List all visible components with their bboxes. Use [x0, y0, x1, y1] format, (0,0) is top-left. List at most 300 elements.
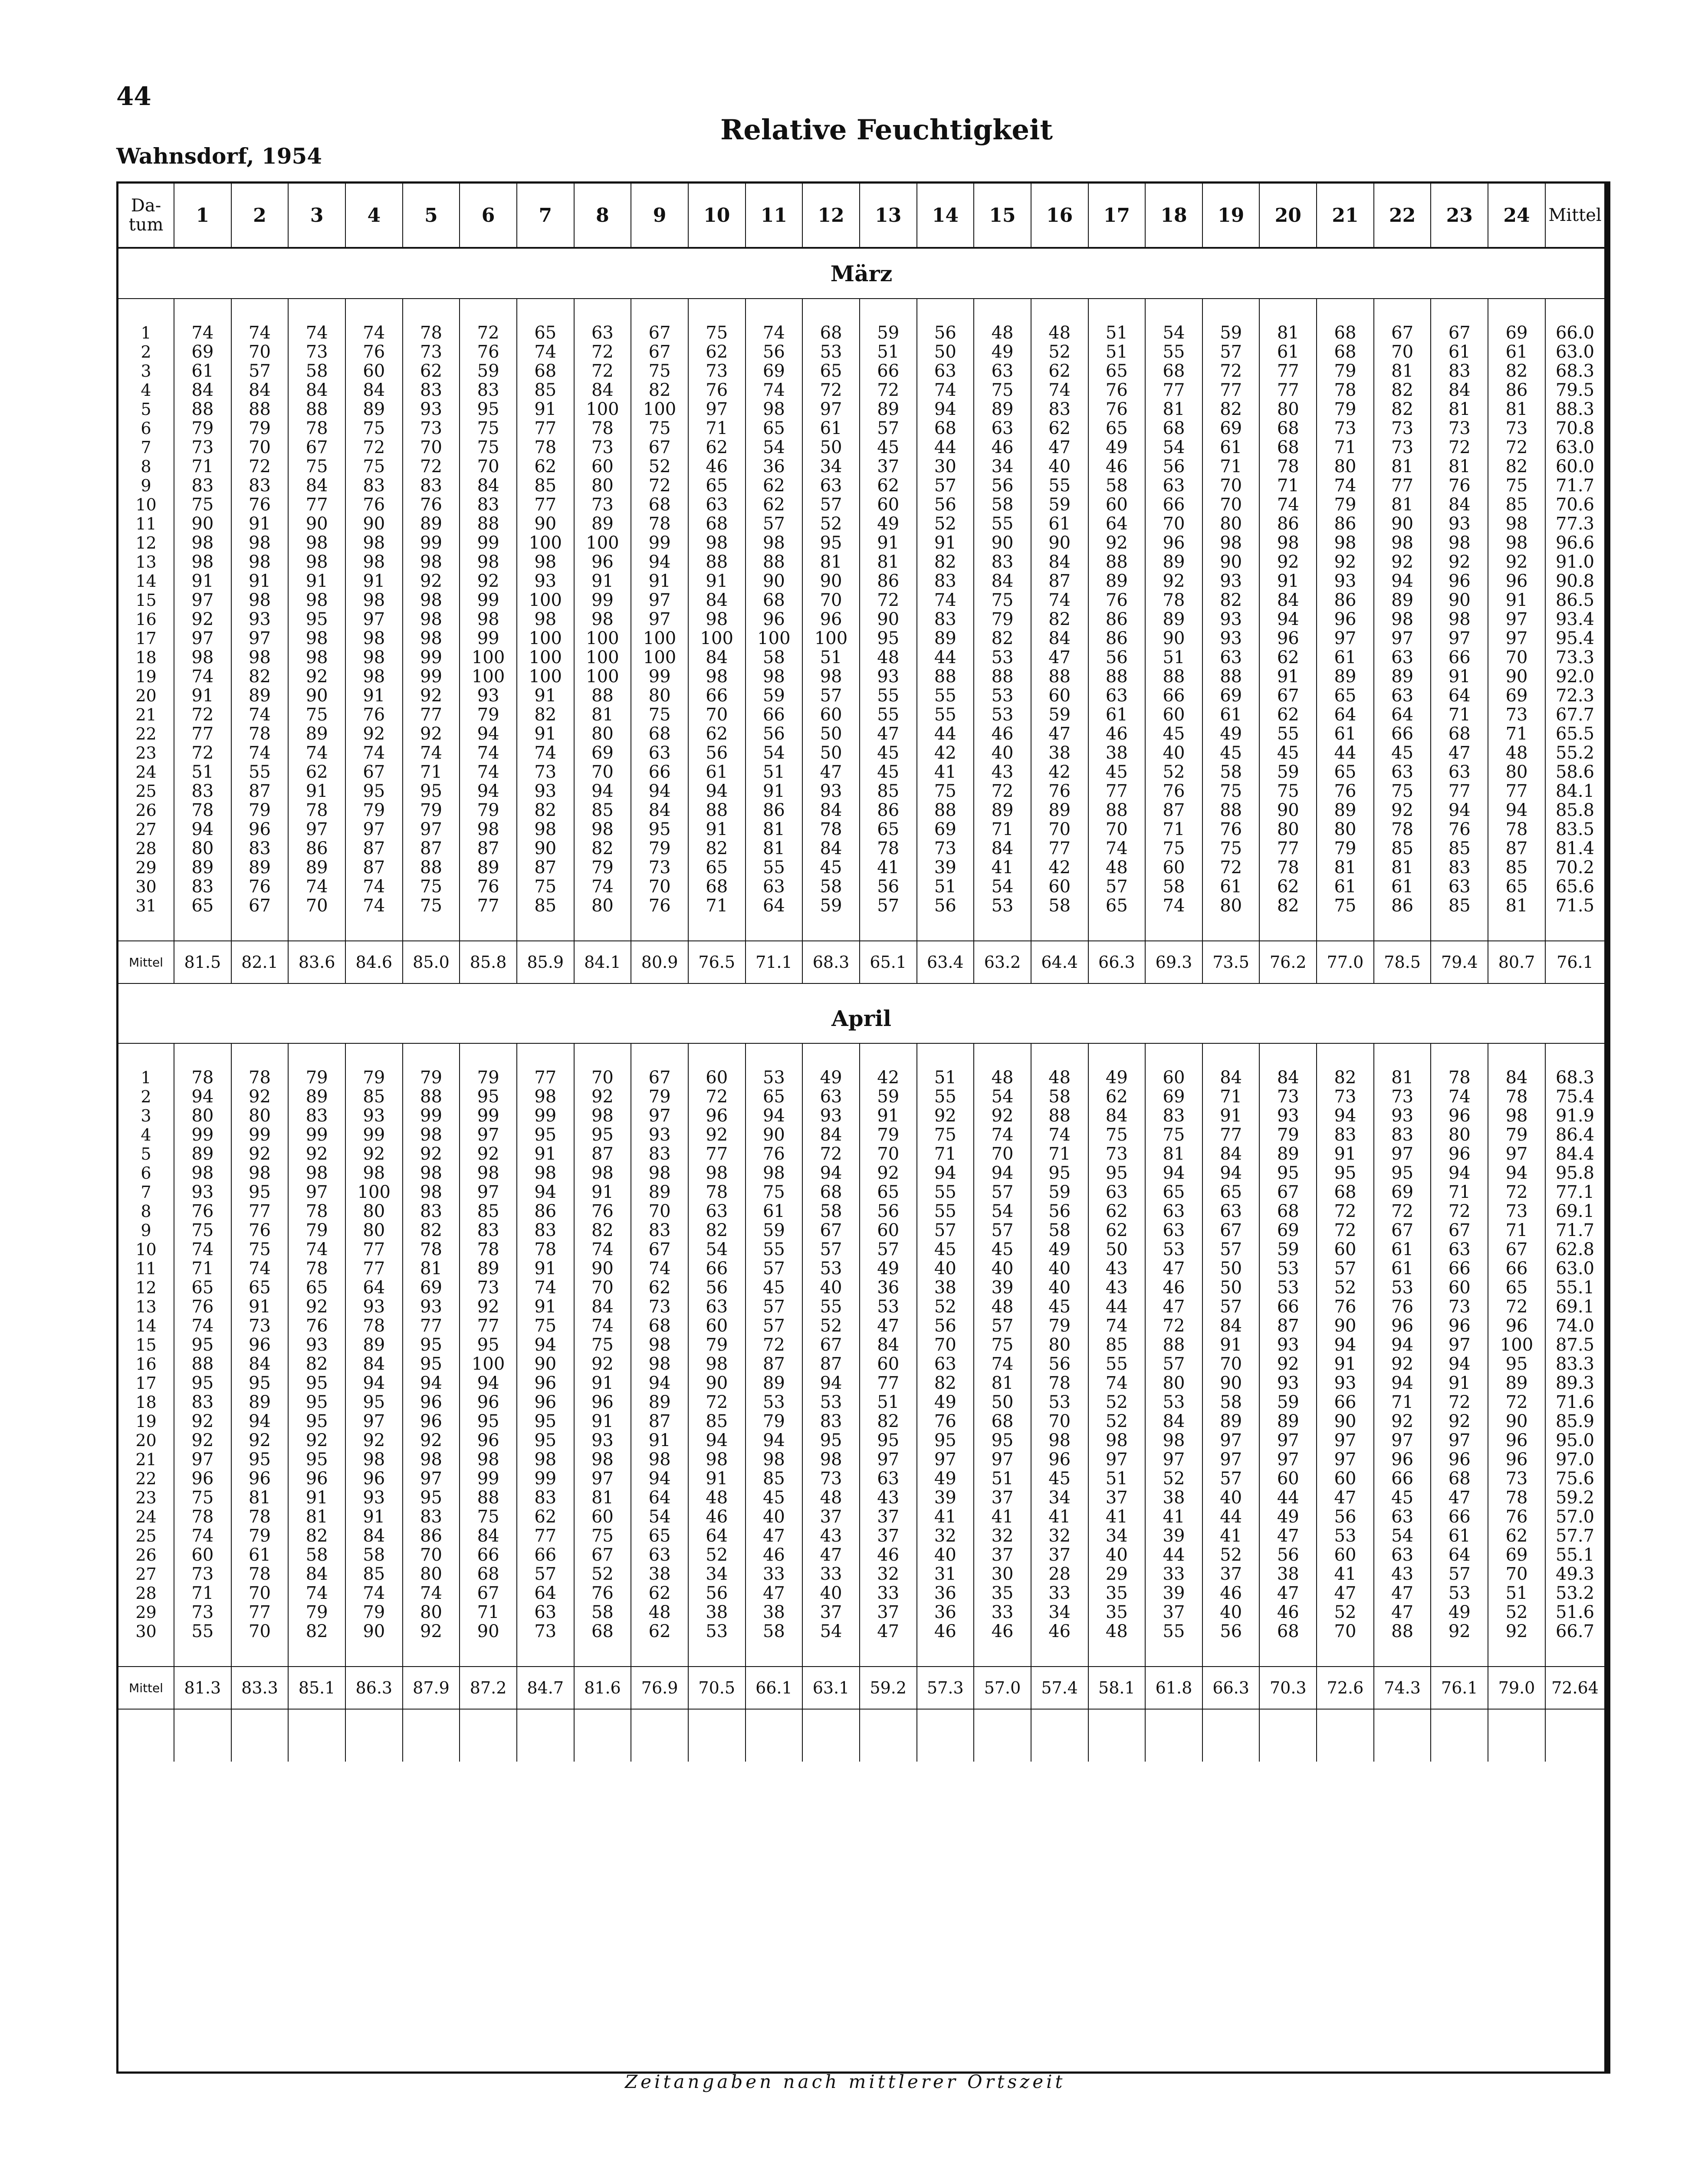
value-cell: 80 [174, 1106, 231, 1125]
value-cell: 98 [345, 552, 403, 572]
value-cell: 98 [574, 1450, 631, 1469]
value-cell: 63 [1374, 1545, 1431, 1565]
value-cell: 49 [917, 1393, 974, 1412]
hour-header: 4 [345, 184, 403, 248]
value-cell: 95 [517, 1431, 574, 1450]
spacer-cell [174, 1641, 231, 1667]
value-cell: 63 [1202, 648, 1260, 667]
table-row [118, 667, 1604, 686]
value-cell: 49 [860, 1259, 917, 1278]
value-cell: 78 [1431, 1068, 1488, 1087]
value-cell: 85 [1088, 1335, 1146, 1355]
bottom-cell [1088, 1709, 1146, 1762]
value-cell: 32 [1031, 1526, 1088, 1545]
value-cell: 82 [288, 1622, 345, 1641]
value-cell: 72 [802, 381, 860, 400]
value-cell: 83 [1374, 1125, 1431, 1144]
value-cell: 99 [517, 1469, 574, 1488]
hour-header: 15 [974, 184, 1031, 248]
value-cell: 71 [917, 1144, 974, 1164]
value-cell: 77 [688, 1144, 746, 1164]
daily-mean-cell: 58.6 [1545, 763, 1604, 782]
hourly-mean-cell: 85.8 [460, 941, 517, 983]
value-cell: 84 [345, 1526, 403, 1545]
value-cell: 73 [174, 1603, 231, 1622]
value-cell: 50 [917, 342, 974, 362]
value-cell: 41 [1317, 1565, 1374, 1584]
value-cell: 60 [1145, 705, 1202, 724]
value-cell: 47 [1317, 1488, 1374, 1507]
value-cell: 75 [1374, 782, 1431, 801]
value-cell: 83 [1431, 858, 1488, 877]
value-cell: 94 [688, 1431, 746, 1450]
value-cell: 67 [1488, 1240, 1545, 1259]
value-cell: 37 [860, 457, 917, 476]
value-cell: 95 [174, 1335, 231, 1355]
value-cell: 48 [1488, 743, 1545, 763]
value-cell: 61 [1431, 1526, 1488, 1545]
value-cell: 97 [403, 820, 460, 839]
hourly-mean-cell: 70.3 [1259, 1667, 1317, 1709]
hourly-mean-cell: 84.6 [345, 941, 403, 983]
value-cell: 67 [802, 1335, 860, 1355]
daily-mean-cell: 57.7 [1545, 1526, 1604, 1545]
value-cell: 88 [974, 667, 1031, 686]
value-cell: 60 [174, 1545, 231, 1565]
value-cell: 92 [1488, 552, 1545, 572]
value-cell: 47 [802, 1545, 860, 1565]
value-cell: 98 [1259, 533, 1317, 552]
value-cell: 47 [1259, 1526, 1317, 1545]
bottom-cell [174, 1709, 231, 1762]
daily-mean-cell: 86.5 [1545, 591, 1604, 610]
daily-mean-cell: 79.5 [1545, 381, 1604, 400]
value-cell: 78 [288, 1202, 345, 1221]
value-cell: 71 [1317, 438, 1374, 457]
value-cell: 94 [345, 1374, 403, 1393]
value-cell: 47 [746, 1584, 803, 1603]
value-cell: 72 [403, 457, 460, 476]
value-cell: 70 [631, 877, 688, 896]
day-cell: 15 [135, 1335, 157, 1355]
value-cell: 86 [860, 572, 917, 591]
value-cell: 84 [802, 1125, 860, 1144]
value-cell: 89 [1317, 667, 1374, 686]
value-cell: 57 [1202, 1240, 1260, 1259]
daily-mean-cell: 68.3 [1545, 362, 1604, 381]
table-row [118, 1125, 1604, 1144]
value-cell: 98 [231, 1164, 289, 1183]
value-cell: 41 [917, 763, 974, 782]
value-cell: 62 [1031, 362, 1088, 381]
value-cell: 85 [688, 1412, 746, 1431]
value-cell: 80 [345, 1202, 403, 1221]
value-cell: 94 [574, 782, 631, 801]
value-cell: 84 [288, 381, 345, 400]
value-cell: 96 [1488, 572, 1545, 591]
day-cell: 7 [141, 1183, 151, 1202]
value-cell: 74 [231, 705, 289, 724]
value-cell: 92 [460, 1297, 517, 1316]
value-cell: 82 [917, 1374, 974, 1393]
daily-mean-cell: 69.1 [1545, 1202, 1604, 1221]
value-cell: 91 [1259, 667, 1317, 686]
value-cell: 64 [1431, 686, 1488, 705]
value-cell: 71 [688, 896, 746, 915]
gap-cell [403, 1043, 460, 1068]
value-cell: 55 [974, 514, 1031, 533]
value-cell: 75 [631, 362, 688, 381]
value-cell: 83 [1145, 1106, 1202, 1125]
day-cell: 17 [135, 1374, 157, 1393]
value-cell: 98 [345, 667, 403, 686]
gap-cell [1317, 1043, 1374, 1068]
value-cell: 74 [345, 877, 403, 896]
value-cell: 56 [1259, 1545, 1317, 1565]
value-cell: 74 [1088, 1316, 1146, 1335]
value-cell: 43 [860, 1488, 917, 1507]
daily-mean-cell: 55.2 [1545, 743, 1604, 763]
hour-header: 12 [802, 184, 860, 248]
day-cell: 20 [135, 1431, 157, 1450]
value-cell: 91 [517, 724, 574, 743]
value-cell: 53 [802, 342, 860, 362]
value-cell: 92 [174, 610, 231, 629]
value-cell: 53 [802, 1393, 860, 1412]
value-cell: 71 [688, 419, 746, 438]
value-cell: 81 [288, 1507, 345, 1526]
hourly-mean-cell: 76.2 [1259, 941, 1317, 983]
value-cell: 73 [460, 1278, 517, 1297]
value-cell: 33 [802, 1565, 860, 1584]
daily-mean-cell: 63.0 [1545, 1259, 1604, 1278]
bottom-cell [1374, 1709, 1431, 1762]
value-cell: 46 [974, 724, 1031, 743]
daily-mean-cell: 70.2 [1545, 858, 1604, 877]
value-cell: 48 [1031, 1068, 1088, 1087]
daily-mean-cell: 55.1 [1545, 1278, 1604, 1297]
table-row [118, 533, 1604, 552]
value-cell: 58 [288, 362, 345, 381]
value-cell: 75 [174, 495, 231, 514]
value-cell: 59 [1259, 1240, 1317, 1259]
spacer-cell [631, 915, 688, 941]
value-cell: 65 [174, 1278, 231, 1297]
value-cell: 70 [917, 1335, 974, 1355]
value-cell: 41 [974, 1507, 1031, 1526]
value-cell: 98 [403, 1450, 460, 1469]
value-cell: 93 [1202, 629, 1260, 648]
value-cell: 73 [1088, 1144, 1146, 1164]
value-cell: 83 [1431, 362, 1488, 381]
value-cell: 80 [574, 476, 631, 495]
bottom-cell [460, 1709, 517, 1762]
value-cell: 90 [288, 514, 345, 533]
spacer-cell [345, 1641, 403, 1667]
value-cell: 82 [574, 839, 631, 858]
value-cell: 98 [1431, 533, 1488, 552]
value-cell: 92 [345, 724, 403, 743]
daily-mean-cell: 73.3 [1545, 648, 1604, 667]
value-cell: 57 [746, 514, 803, 533]
table-row [118, 1297, 1604, 1316]
value-cell: 65 [174, 896, 231, 915]
bottom-cell [345, 1709, 403, 1762]
value-cell: 82 [1259, 896, 1317, 915]
value-cell: 83 [231, 839, 289, 858]
value-cell: 56 [688, 743, 746, 763]
value-cell: 62 [746, 476, 803, 495]
spacer-cell [1031, 1641, 1088, 1667]
value-cell: 55 [917, 1087, 974, 1106]
value-cell: 68 [1145, 419, 1202, 438]
daily-mean-cell: 92.0 [1545, 667, 1604, 686]
value-cell: 48 [860, 648, 917, 667]
daily-mean-cell: 83.5 [1545, 820, 1604, 839]
value-cell: 98 [288, 629, 345, 648]
value-cell: 57 [231, 362, 289, 381]
value-cell: 88 [460, 1488, 517, 1507]
value-cell: 39 [1145, 1526, 1202, 1545]
value-cell: 92 [403, 1431, 460, 1450]
hourly-mean-cell: 66.1 [746, 1667, 803, 1709]
value-cell: 64 [688, 1526, 746, 1545]
value-cell: 95 [345, 782, 403, 801]
table-row [118, 1450, 1604, 1469]
value-cell: 55 [802, 1297, 860, 1316]
value-cell: 91 [688, 1469, 746, 1488]
value-cell: 59 [1031, 1183, 1088, 1202]
value-cell: 88 [746, 552, 803, 572]
value-cell: 83 [174, 877, 231, 896]
value-cell: 97 [1374, 1431, 1431, 1450]
value-cell: 80 [1259, 820, 1317, 839]
value-cell: 45 [974, 1240, 1031, 1259]
table-row [118, 1469, 1604, 1488]
value-cell: 60 [574, 457, 631, 476]
value-cell: 64 [746, 896, 803, 915]
value-cell: 81 [802, 552, 860, 572]
value-cell: 97 [802, 400, 860, 419]
value-cell: 70 [802, 591, 860, 610]
value-cell: 86 [517, 1202, 574, 1221]
value-cell: 53 [1374, 1278, 1431, 1297]
value-cell: 100 [574, 667, 631, 686]
value-cell: 74 [574, 1316, 631, 1335]
value-cell: 81 [974, 1374, 1031, 1393]
gap-cell [1259, 1043, 1317, 1068]
value-cell: 76 [1031, 782, 1088, 801]
value-cell: 81 [1259, 323, 1317, 342]
value-cell: 57 [974, 1183, 1031, 1202]
value-cell: 94 [1488, 801, 1545, 820]
value-cell: 91 [517, 400, 574, 419]
value-cell: 43 [1374, 1565, 1431, 1584]
value-cell: 67 [802, 1221, 860, 1240]
gap-cell [1431, 299, 1488, 323]
table-row [118, 839, 1604, 858]
value-cell: 63 [917, 1355, 974, 1374]
value-cell: 95 [288, 1450, 345, 1469]
bottom-cell [917, 1709, 974, 1762]
value-cell: 73 [631, 858, 688, 877]
humidity-table [118, 184, 1604, 1762]
value-cell: 92 [403, 1622, 460, 1641]
value-cell: 91 [517, 1259, 574, 1278]
day-cell: 9 [141, 1221, 151, 1240]
daily-mean-cell: 62.8 [1545, 1240, 1604, 1259]
value-cell: 52 [917, 1297, 974, 1316]
table-row [118, 1393, 1604, 1412]
value-cell: 89 [1145, 552, 1202, 572]
value-cell: 92 [403, 686, 460, 705]
value-cell: 97 [631, 1106, 688, 1125]
hour-header: 3 [288, 184, 345, 248]
mittel-header: Mittel [1545, 184, 1604, 248]
value-cell: 100 [688, 629, 746, 648]
value-cell: 93 [231, 610, 289, 629]
value-cell: 89 [1088, 572, 1146, 591]
gap-cell [802, 1043, 860, 1068]
value-cell: 88 [460, 514, 517, 533]
value-cell: 81 [574, 705, 631, 724]
daily-mean-cell: 70.6 [1545, 495, 1604, 514]
value-cell: 39 [974, 1278, 1031, 1297]
value-cell: 92 [1145, 572, 1202, 591]
value-cell: 55 [860, 705, 917, 724]
value-cell: 92 [1488, 1622, 1545, 1641]
value-cell: 98 [1488, 1106, 1545, 1125]
value-cell: 92 [345, 1431, 403, 1450]
value-cell: 98 [688, 1164, 746, 1183]
value-cell: 73 [688, 362, 746, 381]
gap-cell [974, 299, 1031, 323]
gap-cell [174, 1043, 231, 1068]
value-cell: 47 [1145, 1297, 1202, 1316]
value-cell: 56 [917, 1316, 974, 1335]
value-cell: 89 [174, 858, 231, 877]
value-cell: 90 [1431, 591, 1488, 610]
value-cell: 39 [917, 858, 974, 877]
bottom-cell [860, 1709, 917, 1762]
value-cell: 97 [860, 1450, 917, 1469]
value-cell: 90 [746, 1125, 803, 1144]
hour-header: 1 [174, 184, 231, 248]
hourly-mean-cell: 63.2 [974, 941, 1031, 983]
value-cell: 97 [631, 591, 688, 610]
hourly-mean-cell: 65.1 [860, 941, 917, 983]
value-cell: 70 [574, 1068, 631, 1087]
value-cell: 93 [1202, 610, 1260, 629]
value-cell: 45 [860, 763, 917, 782]
value-cell: 83 [460, 495, 517, 514]
value-cell: 88 [1088, 552, 1146, 572]
value-cell: 60 [860, 1221, 917, 1240]
value-cell: 66 [1431, 1259, 1488, 1278]
value-cell: 58 [746, 648, 803, 667]
value-cell: 64 [1317, 705, 1374, 724]
value-cell: 87 [802, 1355, 860, 1374]
value-cell: 83 [631, 1144, 688, 1164]
value-cell: 98 [1031, 1431, 1088, 1450]
value-cell: 77 [345, 1259, 403, 1278]
value-cell: 51 [1088, 1469, 1146, 1488]
value-cell: 73 [517, 763, 574, 782]
value-cell: 68 [802, 1183, 860, 1202]
month-title-row [118, 993, 1604, 1043]
page-number: 44 [116, 82, 151, 111]
value-cell: 83 [174, 782, 231, 801]
value-cell: 84 [1431, 381, 1488, 400]
hourly-mean-cell: 73.5 [1202, 941, 1260, 983]
value-cell: 94 [688, 782, 746, 801]
day-cell: 25 [135, 1526, 157, 1545]
gap-cell [917, 299, 974, 323]
value-cell: 94 [460, 724, 517, 743]
value-cell: 37 [974, 1545, 1031, 1565]
value-cell: 72 [574, 362, 631, 381]
value-cell: 78 [403, 323, 460, 342]
value-cell: 84 [345, 1355, 403, 1374]
value-cell: 28 [1031, 1565, 1088, 1584]
value-cell: 75 [974, 381, 1031, 400]
hourly-mean-cell: 81.3 [174, 1667, 231, 1709]
value-cell: 70 [1088, 820, 1146, 839]
value-cell: 74 [917, 591, 974, 610]
day-cell: 22 [135, 1469, 157, 1488]
value-cell: 98 [631, 1164, 688, 1183]
day-cell: 16 [135, 1355, 157, 1374]
value-cell: 77 [460, 896, 517, 915]
value-cell: 94 [917, 1164, 974, 1183]
gap-row [118, 1043, 1604, 1068]
value-cell: 89 [574, 514, 631, 533]
value-cell: 96 [1431, 1316, 1488, 1335]
value-cell: 61 [1431, 342, 1488, 362]
month-title-row [118, 248, 1604, 299]
value-cell: 46 [1088, 724, 1146, 743]
value-cell: 84 [1202, 1068, 1260, 1087]
value-cell: 86 [1088, 629, 1146, 648]
value-cell: 47 [1317, 1584, 1374, 1603]
value-cell: 70 [974, 1144, 1031, 1164]
table-row [118, 1565, 1604, 1584]
value-cell: 46 [746, 1545, 803, 1565]
value-cell: 86 [746, 801, 803, 820]
value-cell: 72 [1374, 1202, 1431, 1221]
value-cell: 72 [1202, 362, 1260, 381]
bottom-cell [403, 1709, 460, 1762]
value-cell: 46 [917, 1622, 974, 1641]
value-cell: 77 [403, 705, 460, 724]
value-cell: 75 [345, 457, 403, 476]
day-cell: 19 [135, 667, 157, 686]
value-cell: 97 [1088, 1450, 1146, 1469]
day-cell: 1 [141, 1068, 151, 1087]
gap-cell [1145, 1043, 1202, 1068]
value-cell: 55 [1088, 1355, 1146, 1374]
value-cell: 91 [860, 1106, 917, 1125]
value-cell: 44 [917, 648, 974, 667]
day-cell: 10 [135, 1240, 157, 1259]
value-cell: 98 [1317, 533, 1374, 552]
value-cell: 59 [1031, 495, 1088, 514]
value-cell: 70 [231, 1622, 289, 1641]
value-cell: 76 [345, 705, 403, 724]
value-cell: 94 [1374, 572, 1431, 591]
value-cell: 75 [460, 1507, 517, 1526]
monthly-mean-row [118, 1667, 1604, 1709]
